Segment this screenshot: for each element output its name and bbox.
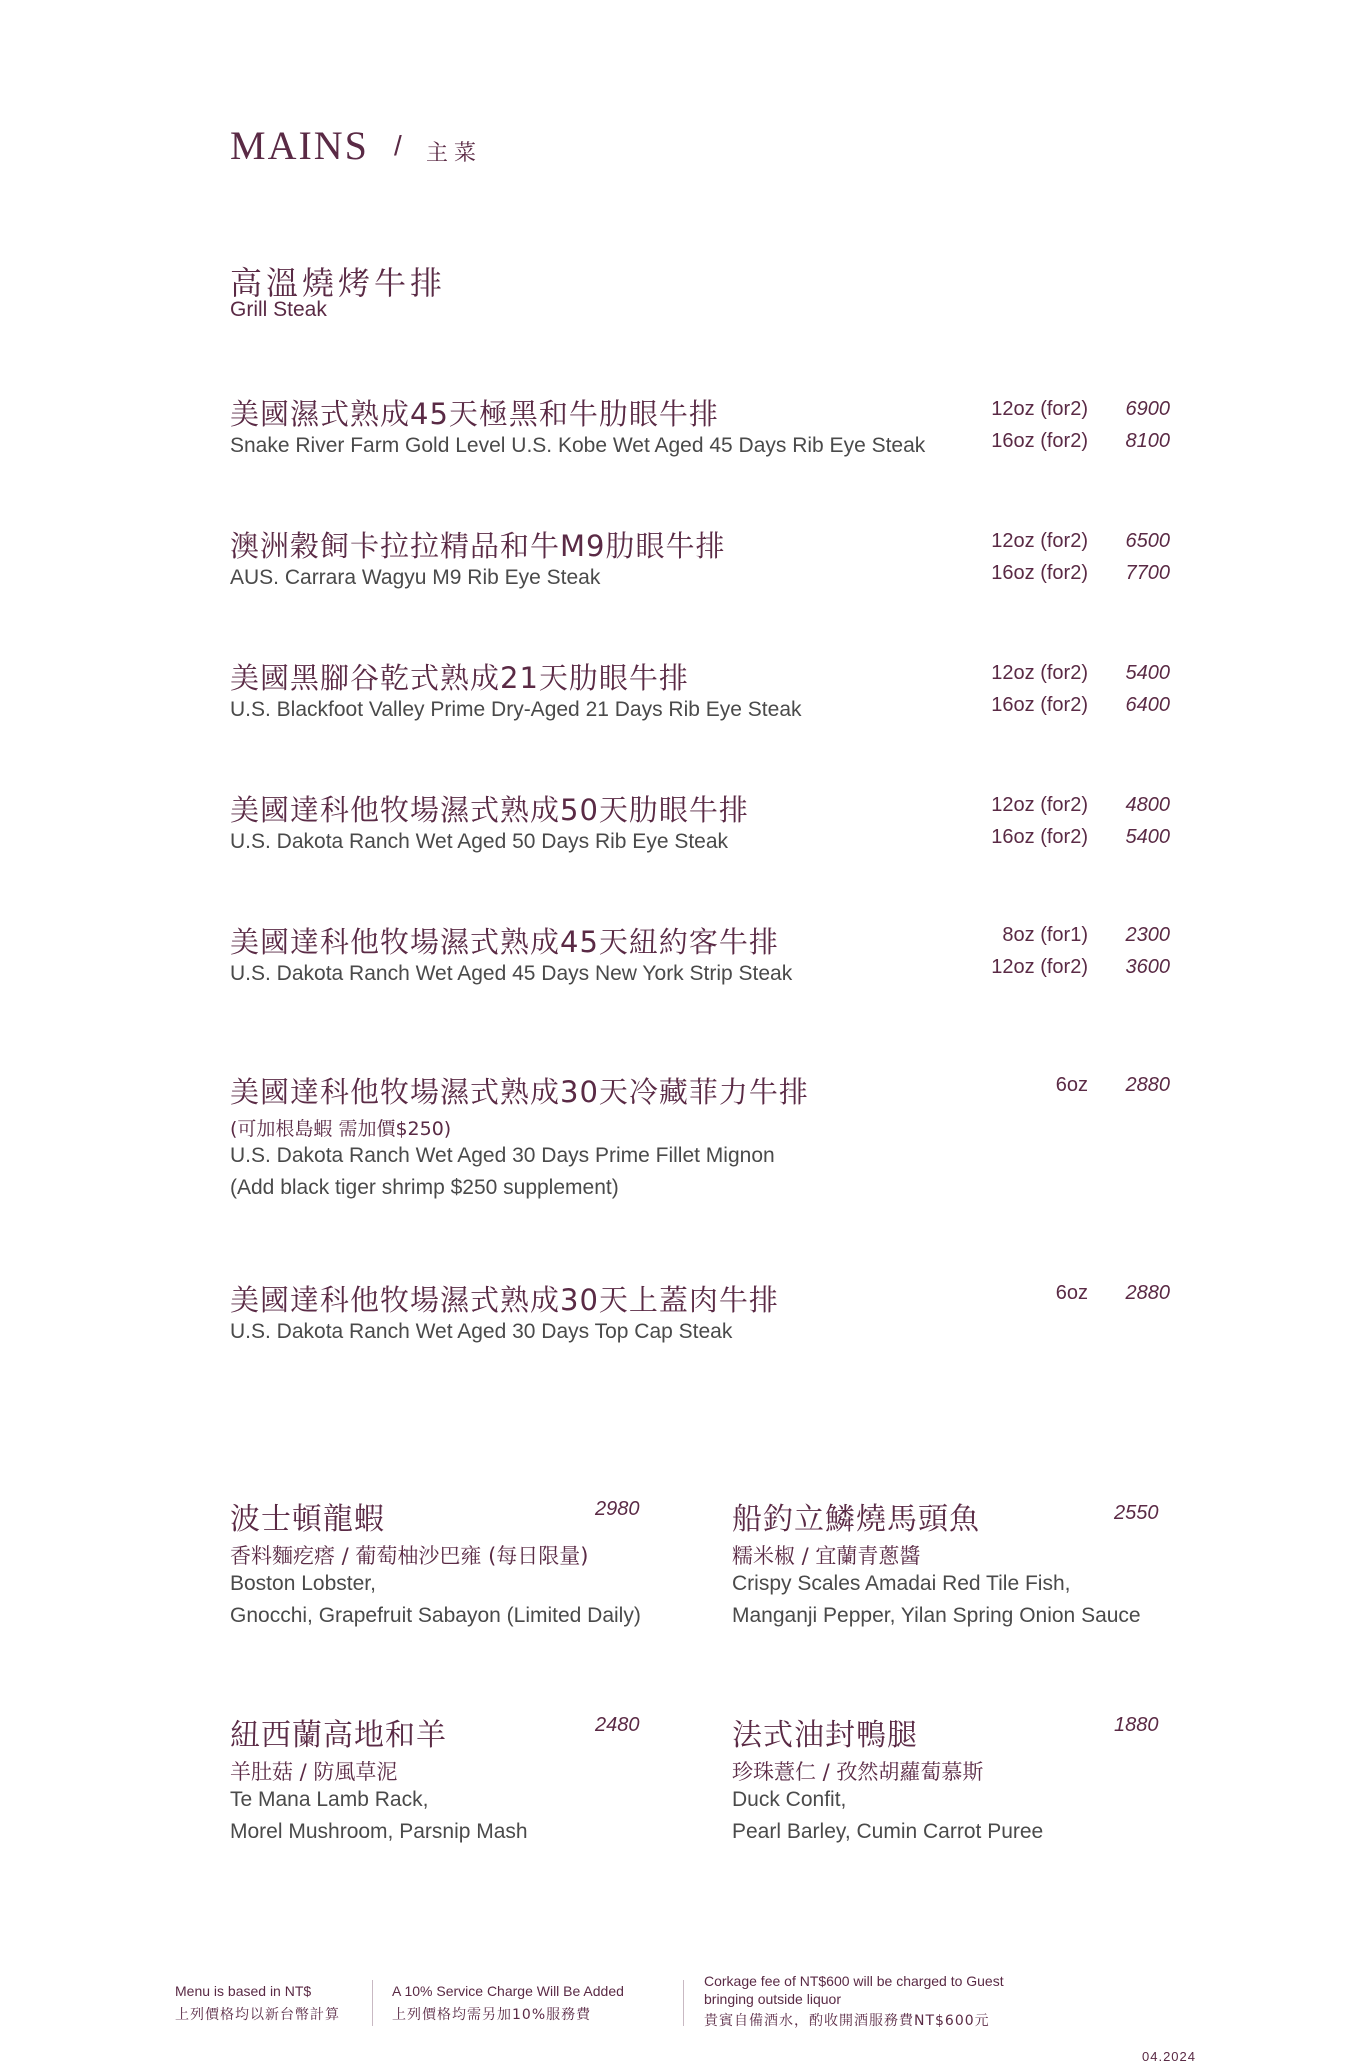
- portion-size: 16oz (for2): [991, 430, 1088, 452]
- price: 3600: [1125, 956, 1170, 978]
- currency-note-en: Menu is based in NT$: [175, 1983, 312, 1999]
- price: 1880: [1114, 1714, 1159, 1736]
- item-name-zh: 船釣立鱗燒馬頭魚: [732, 1502, 980, 1537]
- item-name-en: AUS. Carrara Wagyu M9 Rib Eye Steak: [230, 566, 601, 589]
- portion-size: 16oz (for2): [991, 826, 1088, 848]
- item-note-en: (Add black tiger shrimp $250 supplement): [230, 1176, 619, 1199]
- price-row: [958, 924, 1170, 947]
- title-separator: /: [394, 130, 402, 161]
- item-name-en: Duck Confit,: [732, 1788, 847, 1811]
- price-row: [958, 956, 1170, 979]
- price: 6900: [1125, 398, 1170, 420]
- item-name-en: Te Mana Lamb Rack,: [230, 1788, 429, 1811]
- footer-corkage: [704, 1972, 1004, 2030]
- menu-item-steak: [230, 392, 1170, 512]
- item-garnish-zh: 糯米椒 / 宜蘭青蔥醬: [732, 1544, 921, 1568]
- item-name-en: Crispy Scales Amadai Red Tile Fish,: [732, 1572, 1071, 1595]
- menu-item-steak: [230, 1070, 1170, 1210]
- page-title-zh: 主菜: [426, 141, 483, 166]
- price-row: [958, 562, 1170, 585]
- item-garnish-zh: 羊肚菇 / 防風草泥: [230, 1760, 398, 1784]
- item-garnish-en: Gnocchi, Grapefruit Sabayon (Limited Daily): [230, 1604, 641, 1627]
- price: 4800: [1125, 794, 1170, 816]
- page-title: MAINS: [230, 123, 369, 168]
- item-garnish-en: Manganji Pepper, Yilan Spring Onion Sauce: [732, 1604, 1141, 1627]
- menu-item-steak: [230, 1278, 1170, 1398]
- price: 2550: [1114, 1502, 1159, 1524]
- price-row: [958, 1282, 1170, 1305]
- item-garnish-en: Pearl Barley, Cumin Carrot Puree: [732, 1820, 1044, 1843]
- portion-size: 12oz (for2): [991, 794, 1088, 816]
- price: 2480: [595, 1714, 640, 1736]
- portion-size: 12oz (for2): [991, 662, 1088, 684]
- item-name-en: Boston Lobster,: [230, 1572, 376, 1595]
- item-name-en: U.S. Dakota Ranch Wet Aged 30 Days Prime Fillet Mignon: [230, 1144, 775, 1167]
- footer-service-charge: [392, 1982, 624, 2024]
- item-name-en: U.S. Dakota Ranch Wet Aged 45 Days New York Strip Steak: [230, 962, 793, 985]
- section-title-zh: 高溫燒烤牛排: [230, 264, 447, 302]
- item-name-zh: 法式油封鴨腿: [732, 1718, 918, 1753]
- price: 8100: [1125, 430, 1170, 452]
- portion-size: 12oz (for2): [991, 398, 1088, 420]
- price-row: [958, 430, 1170, 453]
- currency-note-zh: 上列價格均以新台幣計算: [175, 2007, 340, 2023]
- item-name-zh: 美國達科他牧場濕式熟成45天紐約客牛排: [230, 925, 779, 959]
- item-garnish-en: Morel Mushroom, Parsnip Mash: [230, 1820, 528, 1843]
- item-name-en: U.S. Dakota Ranch Wet Aged 30 Days Top Cap Steak: [230, 1320, 733, 1343]
- price: 2980: [595, 1498, 640, 1520]
- item-garnish-zh: 珍珠薏仁 / 孜然胡蘿蔔慕斯: [732, 1760, 984, 1784]
- price-row: [958, 694, 1170, 717]
- price: 6500: [1125, 530, 1170, 552]
- item-name-en: Snake River Farm Gold Level U.S. Kobe Wet Aged 45 Days Rib Eye Steak: [230, 434, 926, 457]
- footer-currency: [175, 1982, 340, 2024]
- portion-size: 8oz (for1): [1002, 924, 1088, 946]
- portion-size: 12oz (for2): [991, 956, 1088, 978]
- price-row: [958, 530, 1170, 553]
- price-row: [958, 398, 1170, 421]
- item-name-en: U.S. Blackfoot Valley Prime Dry-Aged 21 Days Rib Eye Steak: [230, 698, 802, 721]
- service-note-zh: 上列價格均需另加10%服務費: [392, 2007, 592, 2023]
- portion-size: 6oz: [1055, 1074, 1088, 1096]
- price: 5400: [1125, 826, 1170, 848]
- item-name-zh: 紐西蘭高地和羊: [230, 1718, 447, 1753]
- menu-item-steak: [230, 656, 1170, 776]
- section-title-en: Grill Steak: [230, 298, 327, 321]
- price: 2880: [1125, 1282, 1170, 1304]
- price: 7700: [1125, 562, 1170, 584]
- item-name-zh: 美國達科他牧場濕式熟成30天上蓋肉牛排: [230, 1283, 779, 1317]
- price-row: [958, 662, 1170, 685]
- portion-size: 16oz (for2): [991, 562, 1088, 584]
- item-name-zh: 美國黑腳谷乾式熟成21天肋眼牛排: [230, 661, 689, 695]
- price: 6400: [1125, 694, 1170, 716]
- price-row: [958, 826, 1170, 849]
- price: 2300: [1125, 924, 1170, 946]
- portion-size: 16oz (for2): [991, 694, 1088, 716]
- portion-size: 6oz: [1055, 1282, 1088, 1304]
- footer-divider: [683, 1980, 684, 2026]
- corkage-note-en-2: bringing outside liquor: [704, 1991, 841, 2007]
- item-name-zh: 波士頓龍蝦: [230, 1502, 385, 1537]
- menu-item-steak: [230, 920, 1170, 1040]
- item-garnish-zh: 香料麵疙瘩 / 葡萄柚沙巴雍 (每日限量): [230, 1544, 589, 1568]
- item-name-zh: 美國濕式熟成45天極黑和牛肋眼牛排: [230, 397, 719, 431]
- service-note-en: A 10% Service Charge Will Be Added: [392, 1983, 624, 1999]
- price: 5400: [1125, 662, 1170, 684]
- menu-item-steak: [230, 788, 1170, 908]
- price-row: [958, 794, 1170, 817]
- item-name-zh: 美國達科他牧場濕式熟成30天冷藏菲力牛排: [230, 1075, 809, 1109]
- footer-divider: [372, 1980, 373, 2026]
- item-name-zh: 澳洲穀飼卡拉拉精品和牛M9肋眼牛排: [230, 529, 726, 563]
- portion-size: 12oz (for2): [991, 530, 1088, 552]
- price: 2880: [1125, 1074, 1170, 1096]
- corkage-note-en: Corkage fee of NT$600 will be charged to Guest: [704, 1973, 1004, 1989]
- price-row: [958, 1074, 1170, 1097]
- menu-item-steak: [230, 524, 1170, 644]
- corkage-note-zh: 貴賓自備酒水，酌收開酒服務費NT$600元: [704, 2013, 990, 2029]
- item-name-en: U.S. Dakota Ranch Wet Aged 50 Days Rib Eye Steak: [230, 830, 729, 853]
- menu-date: 04.2024: [1142, 2049, 1196, 2064]
- item-note-zh: (可加根島蝦 需加價$250): [230, 1118, 452, 1140]
- item-name-zh: 美國達科他牧場濕式熟成50天肋眼牛排: [230, 793, 749, 827]
